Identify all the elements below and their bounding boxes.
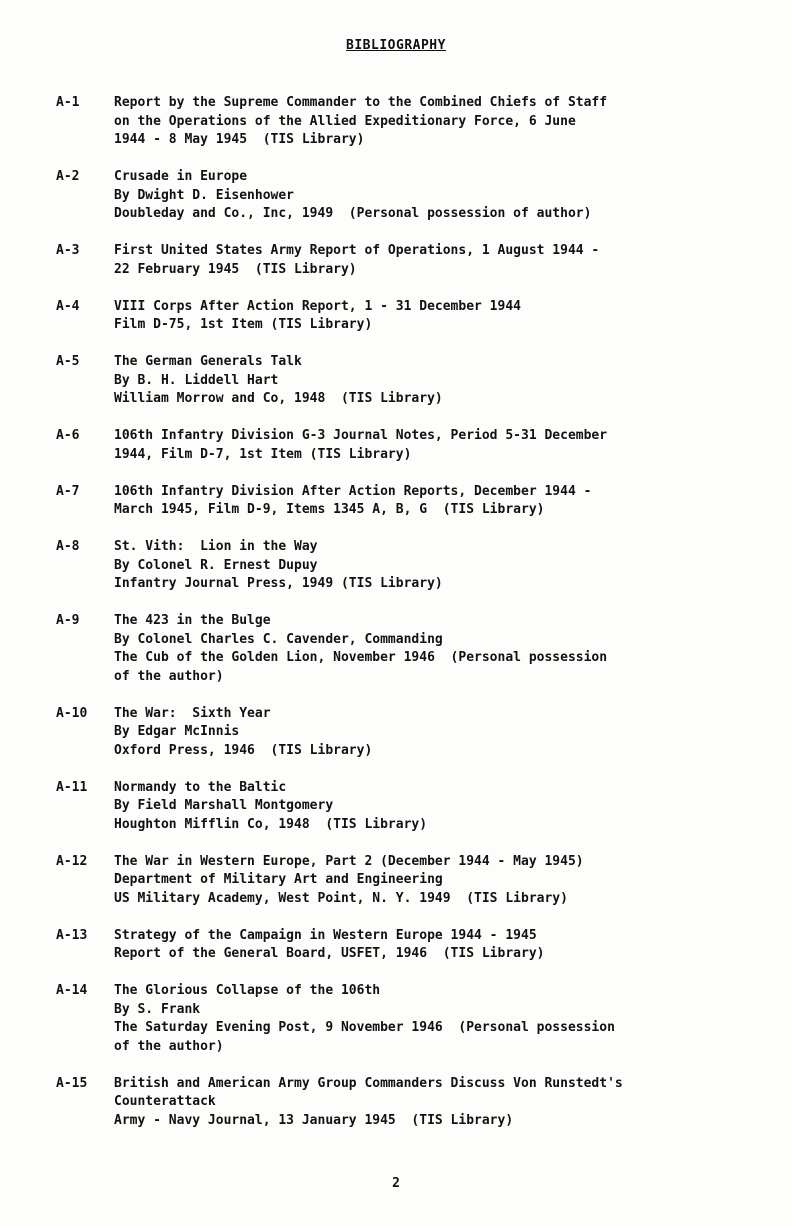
entry-id: A-7 — [56, 483, 80, 499]
entry-citation-line: The 423 in the Bulge — [114, 613, 271, 628]
entry-citation-line: Report of the General Board, USFET, 1946 (TIS Library) — [114, 946, 545, 961]
entry-id: A-8 — [56, 539, 80, 554]
bibliography-entry — [56, 705, 756, 761]
entry-citation-line: By Colonel Charles C. Cavender, Commanding — [114, 631, 443, 647]
entry-citation — [114, 427, 756, 464]
bibliography-entry — [56, 94, 756, 150]
bibliography-entry — [56, 982, 756, 1056]
entry-id: A-10 — [56, 705, 88, 721]
entry-citation — [114, 853, 756, 909]
entry-citation-line: The Cub of the Golden Lion, November 1946 (Personal possession — [114, 650, 608, 665]
entry-citation-line: Doubleday and Co., Inc, 1949 (Personal possession of author) — [114, 206, 592, 221]
entry-citation-line: Infantry Journal Press, 1949 (TIS Library) — [114, 576, 443, 591]
entry-citation-line: US Military Academy, West Point, N. Y. 1949 (TIS Library) — [114, 890, 568, 906]
entry-citation — [114, 538, 756, 594]
entry-citation — [114, 612, 756, 686]
entry-citation-line: St. Vith: Lion in the Way — [114, 539, 318, 554]
bibliography-entry — [56, 612, 756, 686]
bibliography-entry — [56, 927, 756, 964]
bibliography-entry — [56, 298, 756, 335]
entry-citation-line: of the author) — [114, 668, 224, 684]
entry-citation-line: 1944 - 8 May 1945 (TIS Library) — [114, 132, 365, 147]
page-title: BIBLIOGRAPHY — [346, 38, 446, 53]
entry-citation-line: Department of Military Art and Engineering — [114, 872, 443, 887]
entry-citation-line: William Morrow and Co, 1948 (TIS Library) — [114, 391, 443, 406]
page-number: 2 — [392, 1176, 400, 1191]
entry-citation-line: 22 February 1945 (TIS Library) — [114, 261, 357, 277]
entry-citation-line: First United States Army Report of Operations, 1 August 1944 - — [114, 243, 600, 258]
entry-citation-line: By Colonel R. Ernest Dupuy — [114, 557, 318, 573]
entry-citation — [114, 705, 756, 761]
entry-citation — [114, 353, 756, 409]
entry-citation-line: By B. H. Liddell Hart — [114, 372, 279, 388]
entry-citation-line: Counterattack — [114, 1094, 216, 1109]
entry-citation-line: Oxford Press, 1946 (TIS Library) — [114, 742, 373, 758]
entry-citation-line: Crusade in Europe — [114, 169, 248, 184]
entry-citation — [114, 483, 756, 520]
entry-citation-line: of the author) — [114, 1038, 224, 1054]
entry-id: A-2 — [56, 169, 80, 184]
entry-citation-line: Film D-75, 1st Item (TIS Library) — [114, 317, 373, 332]
entry-id: A-4 — [56, 298, 80, 314]
entry-citation-line: 106th Infantry Division G-3 Journal Notes, Period 5-31 December — [114, 428, 608, 443]
entry-id: A-11 — [56, 779, 88, 795]
entry-citation-line: Houghton Mifflin Co, 1948 (TIS Library) — [114, 816, 428, 832]
bibliography-list — [56, 94, 756, 1149]
entry-citation-line: Normandy to the Baltic — [114, 779, 287, 795]
entry-id: A-13 — [56, 927, 88, 943]
bibliography-entry — [56, 168, 756, 224]
entry-citation-line: Army - Navy Journal, 13 January 1945 (TIS Library) — [114, 1112, 514, 1128]
entry-id: A-14 — [56, 983, 88, 998]
entry-id: A-3 — [56, 243, 80, 258]
entry-citation-line: on the Operations of the Allied Expeditionary Force, 6 June — [114, 113, 576, 129]
entry-citation-line: The Glorious Collapse of the 106th — [114, 983, 381, 998]
entry-id: A-1 — [56, 95, 80, 110]
entry-id: A-5 — [56, 354, 80, 369]
entry-citation-line: Strategy of the Campaign in Western Europe 1944 - 1945 — [114, 927, 537, 943]
bibliography-entry — [56, 427, 756, 464]
entry-citation — [114, 168, 756, 224]
bibliography-entry — [56, 853, 756, 909]
entry-citation-line: The War in Western Europe, Part 2 (December 1944 - May 1945) — [114, 853, 584, 869]
bibliography-entry — [56, 353, 756, 409]
entry-citation — [114, 1075, 756, 1131]
entry-citation-line: VIII Corps After Action Report, 1 - 31 December 1944 — [114, 298, 521, 314]
entry-citation-line: The Saturday Evening Post, 9 November 1946 (Personal possession — [114, 1020, 615, 1035]
entry-citation — [114, 927, 756, 964]
bibliography-entry — [56, 1075, 756, 1131]
entry-citation — [114, 298, 756, 335]
entry-citation — [114, 242, 756, 279]
entry-citation-line: By Dwight D. Eisenhower — [114, 187, 295, 203]
entry-citation-line: By Edgar McInnis — [114, 724, 240, 739]
entry-citation-line: Report by the Supreme Commander to the Combined Chiefs of Staff — [114, 95, 608, 110]
entry-citation — [114, 94, 756, 150]
entry-citation-line: By S. Frank — [114, 1001, 201, 1017]
entry-citation-line: 106th Infantry Division After Action Reports, December 1944 - — [114, 483, 592, 499]
bibliography-entry — [56, 538, 756, 594]
bibliography-entry — [56, 242, 756, 279]
bibliography-entry — [56, 779, 756, 835]
entry-citation-line: The German Generals Talk — [114, 354, 302, 369]
entry-id: A-12 — [56, 853, 88, 869]
bibliography-entry — [56, 483, 756, 520]
entry-citation-line: British and American Army Group Commanders Discuss Von Runstedt's — [114, 1075, 623, 1091]
entry-id: A-6 — [56, 428, 80, 443]
entry-citation — [114, 779, 756, 835]
entry-citation-line: March 1945, Film D-9, Items 1345 A, B, G (TIS Library) — [114, 502, 545, 517]
entry-citation — [114, 982, 756, 1056]
entry-citation-line: By Field Marshall Montgomery — [114, 798, 334, 813]
entry-id: A-15 — [56, 1075, 88, 1091]
entry-citation-line: The War: Sixth Year — [114, 705, 271, 721]
entry-citation-line: 1944, Film D-7, 1st Item (TIS Library) — [114, 446, 412, 462]
entry-id: A-9 — [56, 613, 80, 628]
